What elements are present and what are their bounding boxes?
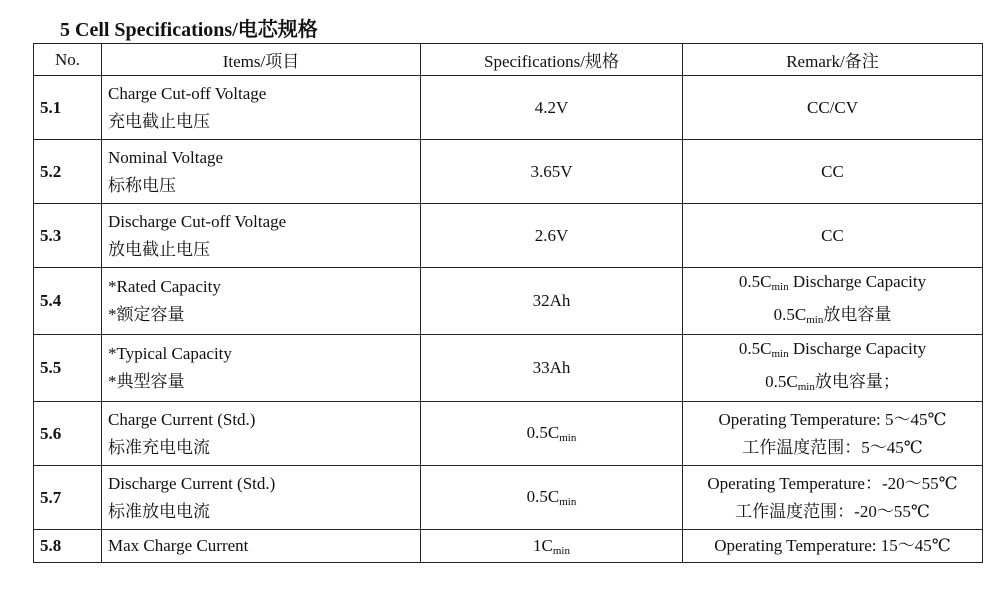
spec-subscript: min: [552, 544, 570, 557]
remark-suffix: Discharge Capacity: [788, 272, 927, 291]
row-number: 5.5: [34, 335, 102, 402]
remark-line: CC/CV: [806, 97, 859, 117]
remark-line: 工作温度范围：5～45℃: [742, 437, 923, 457]
table-row: [34, 402, 983, 466]
spec-value: [421, 466, 683, 530]
remark-cell: [683, 402, 983, 466]
item-english: *Rated Capacity: [108, 277, 221, 296]
item-english: Charge Current (Std.): [108, 409, 256, 429]
item-chinese: 标准放电电流: [108, 501, 210, 521]
remark-suffix: Discharge Capacity: [788, 339, 927, 358]
item-cell: [102, 140, 421, 204]
remark-cell: [683, 268, 983, 335]
spec-prefix: 0.5C: [526, 487, 560, 506]
remark-line: [683, 268, 982, 301]
remark-cell: [683, 335, 983, 402]
item-chinese: 标称电压: [108, 175, 176, 195]
remark-cell: [683, 204, 983, 268]
header-items: Items/项目: [102, 44, 421, 76]
table-row: [34, 466, 983, 530]
row-number: 5.4: [34, 268, 102, 335]
table-row: [34, 140, 983, 204]
remark-line: Operating Temperature: 5～45℃: [718, 409, 947, 429]
item-cell: [102, 268, 421, 335]
row-number: 5.7: [34, 466, 102, 530]
spec-value: [421, 530, 683, 563]
item-cell: [102, 402, 421, 466]
item-chinese: *典型容量: [108, 372, 185, 391]
remark-line: Operating Temperature：-20～55℃: [707, 473, 958, 493]
spec-value: [421, 402, 683, 466]
row-number: 5.1: [34, 76, 102, 140]
remark-cell: [683, 466, 983, 530]
item-chinese: 放电截止电压: [108, 239, 210, 259]
section-title: 5 Cell Specifications/电芯规格: [60, 19, 318, 41]
item-english: Charge Cut-off Voltage: [108, 83, 267, 103]
item-cell: [102, 76, 421, 140]
item-cell: [102, 335, 421, 402]
table-row: [34, 268, 983, 335]
spec-value: 2.6V: [421, 204, 683, 268]
table-row: [34, 76, 983, 140]
table-row: [34, 335, 983, 402]
remark-line: CC: [821, 225, 844, 245]
table-row: [34, 204, 983, 268]
remark-prefix: 0.5C: [738, 272, 772, 291]
remark-subscript: min: [771, 281, 789, 293]
spec-value: 32Ah: [421, 268, 683, 335]
remark-line: Operating Temperature: 15～45℃: [714, 536, 951, 555]
header-no: No.: [34, 44, 102, 76]
item-chinese: 充电截止电压: [108, 111, 210, 131]
remark-cell: [683, 76, 983, 140]
spec-subscript: min: [559, 432, 577, 444]
cell-specifications-table: [33, 43, 983, 563]
item-english: *Typical Capacity: [108, 344, 232, 363]
remark-line: CC: [821, 161, 844, 181]
item-cell: [102, 530, 421, 563]
remark-subscript: min: [771, 348, 789, 360]
remark-subscript: min: [806, 314, 824, 326]
spec-prefix: 0.5C: [526, 423, 560, 442]
table-header-row: [34, 44, 983, 76]
remark-line: [683, 301, 982, 334]
spec-value: 3.65V: [421, 140, 683, 204]
row-number: 5.8: [34, 530, 102, 563]
remark-cell: [683, 530, 983, 563]
row-number: 5.3: [34, 204, 102, 268]
row-number: 5.2: [34, 140, 102, 204]
spec-prefix: 1C: [533, 535, 553, 555]
row-number: 5.6: [34, 402, 102, 466]
item-english: Max Charge Current: [108, 536, 249, 555]
remark-line: 工作温度范围：-20～55℃: [735, 501, 930, 521]
spec-value: 4.2V: [421, 76, 683, 140]
remark-prefix: 0.5C: [738, 339, 772, 358]
spec-subscript: min: [559, 496, 577, 508]
spec-value: 33Ah: [421, 335, 683, 402]
item-english: Nominal Voltage: [108, 147, 224, 167]
remark-line: [683, 368, 982, 401]
remark-prefix: 0.5C: [773, 305, 807, 324]
remark-line: [683, 335, 982, 368]
header-remark: Remark/备注: [683, 44, 983, 76]
remark-subscript: min: [797, 381, 815, 393]
remark-suffix: 放电容量；: [814, 372, 900, 391]
remark-prefix: 0.5C: [765, 372, 798, 391]
item-cell: [102, 466, 421, 530]
item-chinese: *额定容量: [108, 305, 185, 324]
remark-cell: [683, 140, 983, 204]
item-english: Discharge Current (Std.): [108, 473, 276, 493]
remark-suffix: 放电容量: [823, 305, 892, 324]
item-chinese: 标准充电电流: [108, 437, 210, 457]
item-cell: [102, 204, 421, 268]
header-specifications: Specifications/规格: [421, 44, 683, 76]
item-english: Discharge Cut-off Voltage: [108, 211, 287, 231]
table-row: [34, 530, 983, 563]
